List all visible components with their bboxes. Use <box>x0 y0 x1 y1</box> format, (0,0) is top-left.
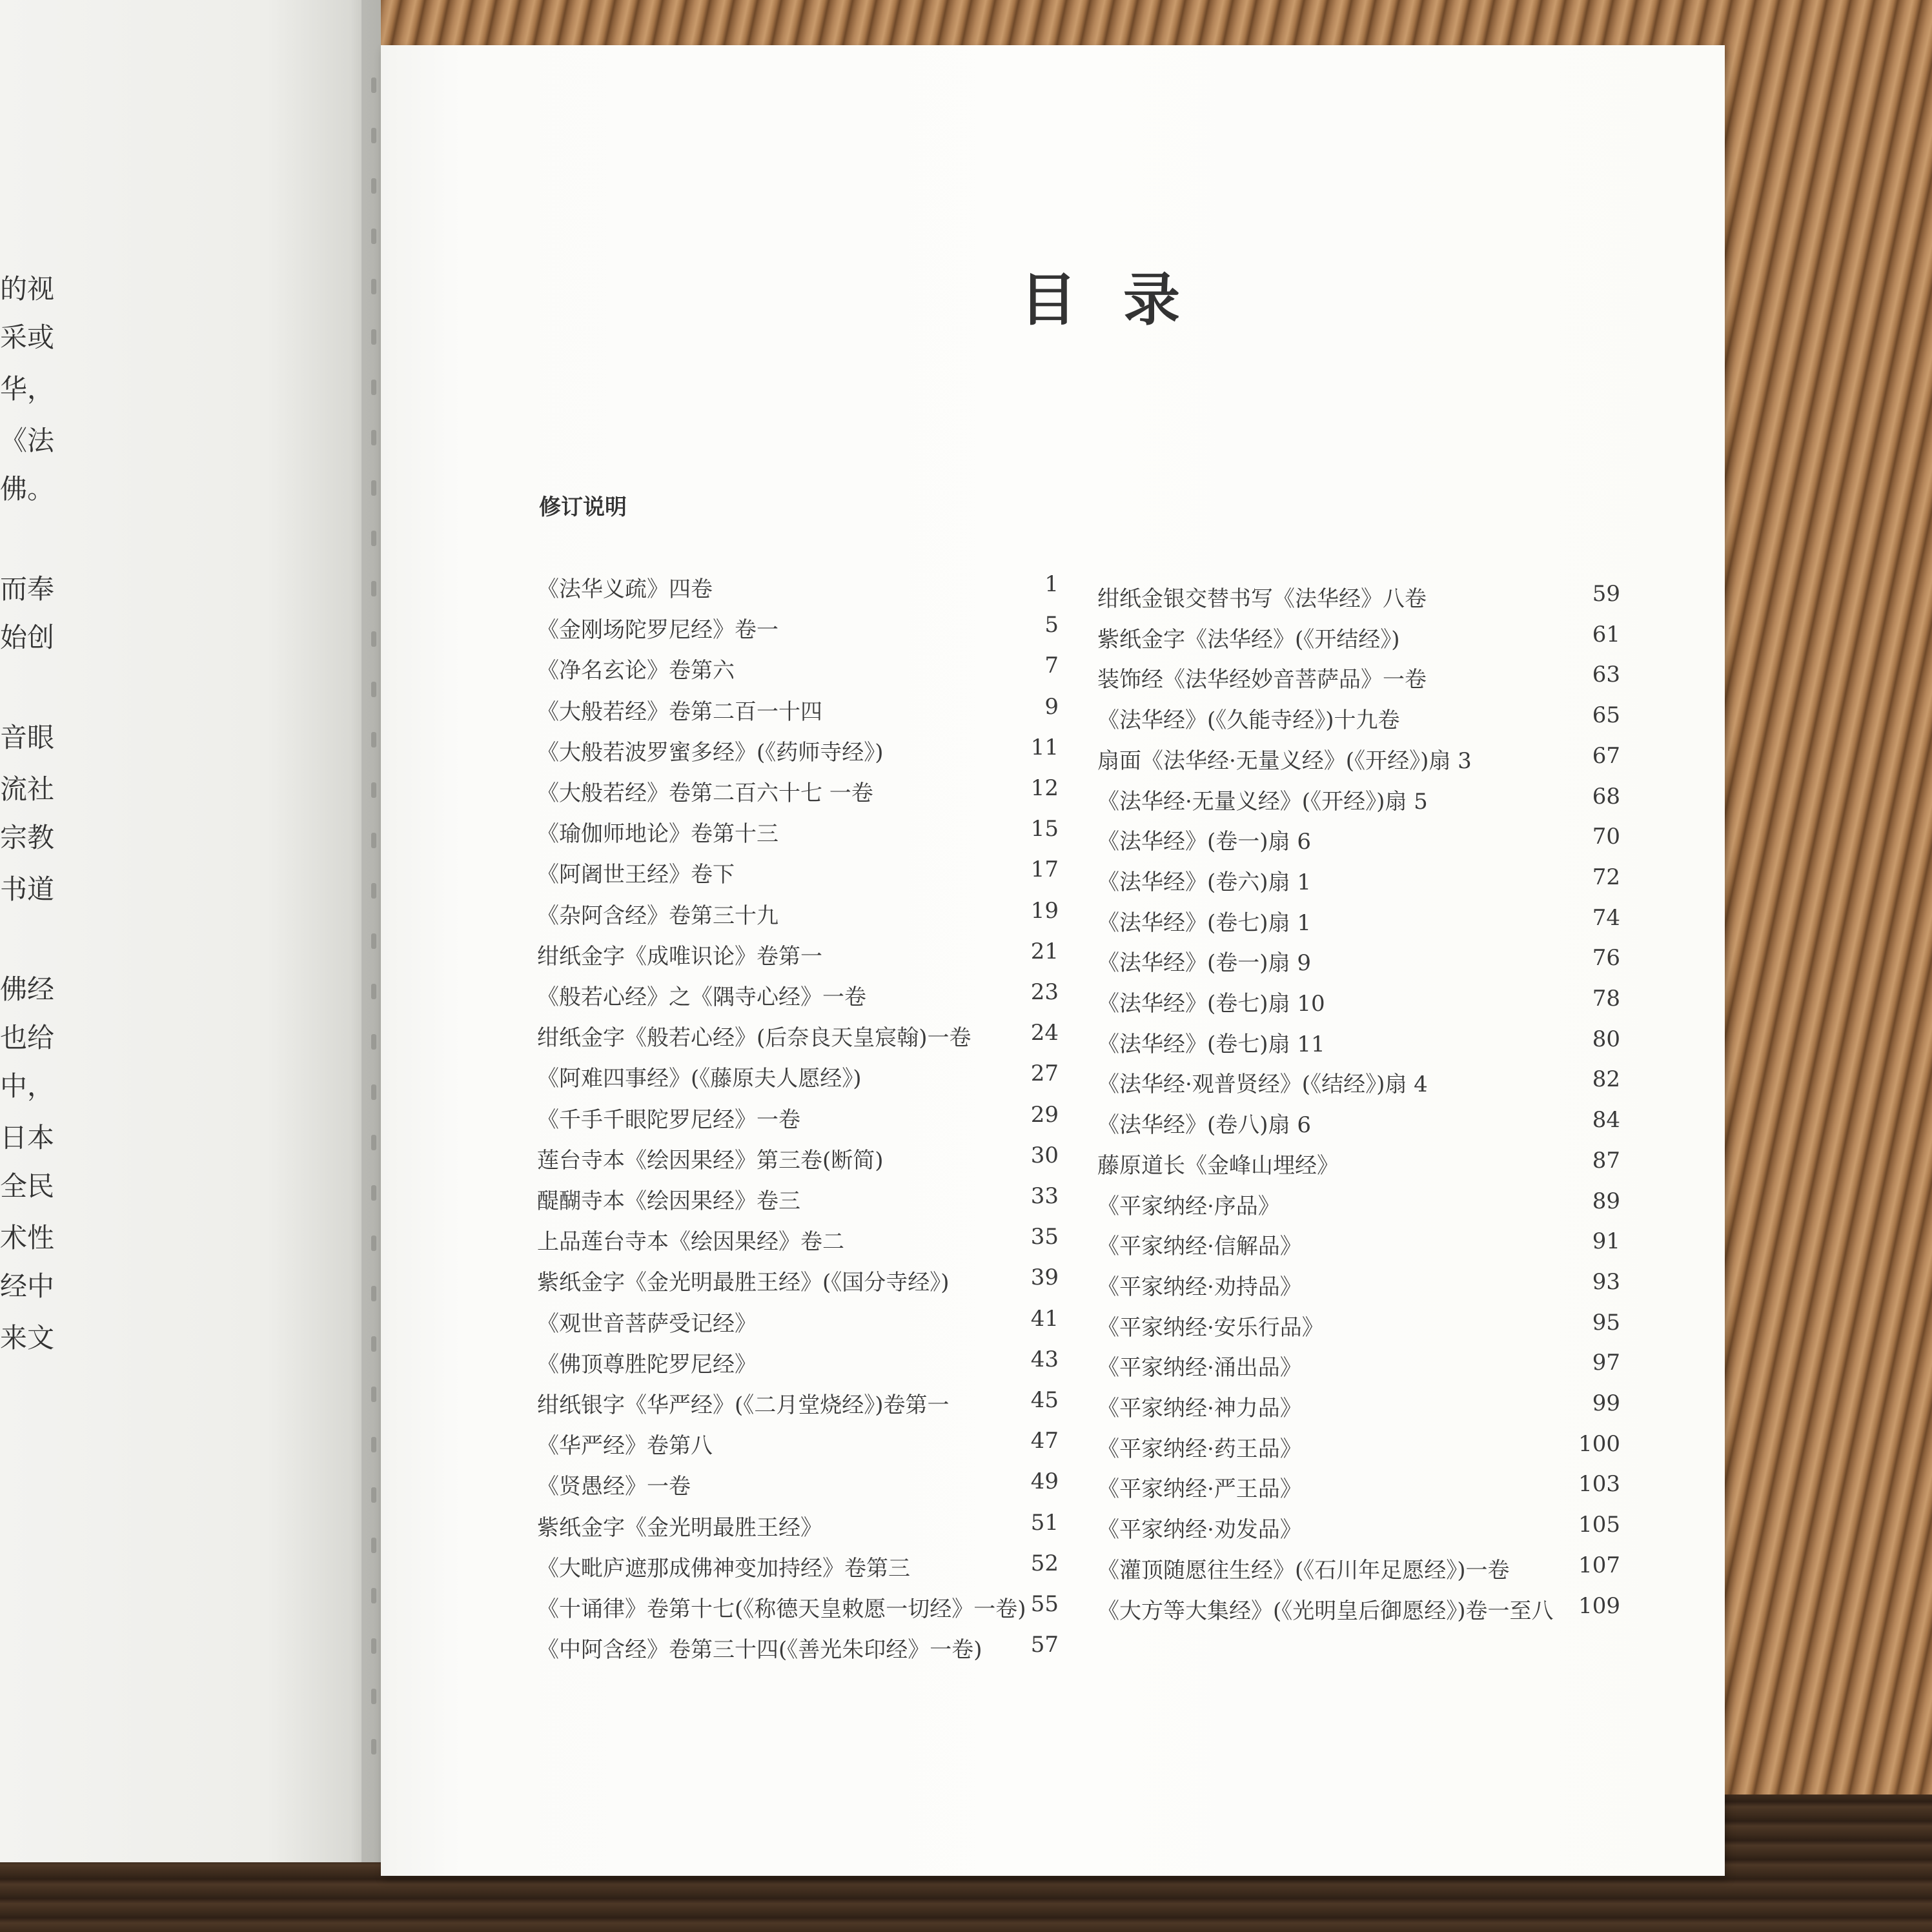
toc-entry-title: 《平家纳经·涌出品》 <box>1097 1355 1302 1381</box>
toc-entry-title: 绀纸金银交替书写《法华经》八卷 <box>1097 586 1427 612</box>
binding-stitch <box>371 1185 376 1201</box>
toc-entry-title: 《法华经》(卷六)扇 1 <box>1097 869 1311 895</box>
left-page-fragment: 经中 <box>0 1270 55 1302</box>
binding-stitch <box>371 430 376 445</box>
toc-entry-page-number: 55 <box>1030 1591 1059 1617</box>
toc-entry-page-number: 11 <box>1030 734 1059 760</box>
toc-entry-title: 《中阿含经》卷第三十四(《善光朱印经》一卷) <box>537 1637 982 1663</box>
binding-stitch <box>371 1487 376 1503</box>
left-page-fragment: 采或 <box>0 321 55 353</box>
toc-entry-title: 《平家纳经·安乐行品》 <box>1097 1314 1324 1341</box>
toc-entry-page-number: 84 <box>1592 1107 1620 1134</box>
toc-entry-title: 上品莲台寺本《绘因果经》卷二 <box>537 1229 844 1256</box>
left-page-fragment: 音眼 <box>0 722 55 753</box>
binding-stitch <box>371 380 376 395</box>
toc-entry-title: 藤原道长《金峰山埋经》 <box>1097 1152 1339 1179</box>
toc-entry-page-number: 107 <box>1578 1552 1620 1578</box>
left-page-fragment: 佛经 <box>0 973 55 1005</box>
binding-stitch <box>371 1739 376 1754</box>
toc-entry-title: 装饰经《法华经妙音菩萨品》一卷 <box>1097 667 1427 693</box>
binding-stitch <box>371 1437 376 1452</box>
toc-entry-page-number: 95 <box>1592 1309 1620 1336</box>
page-title: 目录 <box>1020 266 1227 333</box>
binding-stitch <box>371 1336 376 1352</box>
toc-entry-title: 《大般若波罗蜜多经》(《药师寺经》) <box>537 739 884 766</box>
toc-entry-title: 《法华经》(《久能寺经》)十九卷 <box>1097 707 1400 734</box>
toc-entry-title: 《法华经·观普贤经》(《结经》)扇 4 <box>1097 1072 1428 1098</box>
binding-stitch <box>371 279 376 294</box>
toc-entry-title: 《平家纳经·信解品》 <box>1097 1234 1302 1260</box>
left-page-fragment: 全民 <box>0 1170 55 1202</box>
left-page-fragment: 流社 <box>0 773 55 805</box>
toc-entry-title: 紫纸金字《法华经》(《开结经》) <box>1097 626 1400 653</box>
toc-entry-title: 《法华经》(卷七)扇 1 <box>1097 910 1311 936</box>
toc-entry-title: 《法华经》(卷七)扇 10 <box>1097 991 1325 1017</box>
binding-stitch <box>371 1538 376 1553</box>
binding-stitch <box>371 1588 376 1603</box>
toc-entry-page-number: 39 <box>1030 1265 1059 1291</box>
binding-stitch <box>371 531 376 546</box>
toc-entry-page-number: 61 <box>1592 621 1620 647</box>
binding-stitch <box>371 1387 376 1402</box>
binding-stitch <box>371 128 376 143</box>
left-page-fragment: 华， <box>0 373 55 405</box>
toc-entry-page-number: 57 <box>1030 1632 1059 1658</box>
toc-entry-page-number: 21 <box>1030 938 1059 964</box>
binding-stitch <box>371 480 376 496</box>
toc-entry-page-number: 67 <box>1592 742 1620 769</box>
toc-entry-title: 醍醐寺本《绘因果经》卷三 <box>537 1188 800 1214</box>
binding-stitch <box>371 329 376 345</box>
binding-stitch <box>371 1638 376 1654</box>
toc-entry-title: 《平家纳经·序品》 <box>1097 1193 1280 1219</box>
left-page-fragment: 《法 <box>0 425 55 456</box>
toc-entry-title: 《瑜伽师地论》卷第十三 <box>537 821 778 848</box>
binding-stitch <box>371 1286 376 1301</box>
toc-entry-page-number: 23 <box>1030 979 1059 1005</box>
toc-entry-title: 《观世音菩萨受记经》 <box>537 1310 757 1337</box>
binding-stitch <box>371 1235 376 1251</box>
toc-entry-title: 《平家纳经·神力品》 <box>1097 1396 1302 1421</box>
toc-entry-title: 扇面《法华经·无量义经》(《开经》)扇 3 <box>1097 747 1472 774</box>
toc-entry-page-number: 87 <box>1592 1147 1620 1174</box>
toc-entry-page-number: 43 <box>1030 1346 1059 1372</box>
toc-entry-page-number: 35 <box>1030 1224 1059 1250</box>
toc-entry-page-number: 45 <box>1030 1387 1059 1413</box>
toc-entry-title: 《法华经》(卷一)扇 9 <box>1097 950 1311 977</box>
toc-entry-title: 《杂阿含经》卷第三十九 <box>537 902 778 929</box>
toc-entry-page-number: 19 <box>1030 897 1059 924</box>
toc-entry-title: 《法华经》(卷八)扇 6 <box>1097 1112 1311 1139</box>
toc-entry-title: 《法华经·无量义经》(《开经》)扇 5 <box>1097 788 1428 815</box>
toc-entry-title: 《法华经》(卷一)扇 6 <box>1097 829 1311 855</box>
toc-entry-page-number: 93 <box>1592 1268 1620 1295</box>
toc-entry-page-number: 9 <box>1044 693 1059 720</box>
toc-entry-title: 《十诵律》卷第十七(《称德天皇敕愿一切经》一卷) <box>537 1596 1026 1622</box>
binding-stitch <box>371 1689 376 1704</box>
left-page-fragment: 书道 <box>0 873 55 905</box>
toc-entry-title: 绀纸金字《般若心经》(后奈良天皇宸翰)一卷 <box>537 1025 971 1052</box>
toc-entry-page-number: 17 <box>1030 857 1059 883</box>
binding-stitch <box>371 581 376 596</box>
left-page-fragment: 术性 <box>0 1222 55 1254</box>
toc-entry-title: 《千手千眼陀罗尼经》一卷 <box>537 1106 800 1133</box>
binding-stitch <box>371 682 376 697</box>
toc-entry-title: 《华严经》卷第八 <box>537 1433 713 1459</box>
toc-entry-title: 莲台寺本《绘因果经》第三卷(断简) <box>537 1147 884 1174</box>
binding-stitch <box>371 782 376 798</box>
toc-entry-title: 《大方等大集经》(《光明皇后御愿经》)卷一至八 <box>1097 1598 1554 1624</box>
toc-entry-page-number: 59 <box>1592 581 1620 607</box>
toc-entry-page-number: 89 <box>1592 1188 1620 1214</box>
toc-entry-page-number: 109 <box>1578 1592 1620 1619</box>
toc-entry-page-number: 41 <box>1030 1305 1059 1332</box>
toc-entry-page-number: 70 <box>1592 824 1620 850</box>
section-heading: 修订说明 <box>539 494 627 520</box>
toc-entry-title: 《平家纳经·劝持品》 <box>1097 1274 1302 1300</box>
binding-stitch <box>371 1034 376 1050</box>
binding-stitch <box>371 833 376 848</box>
toc-entry-page-number: 103 <box>1578 1471 1620 1498</box>
left-page-fragment: 日本 <box>0 1122 55 1154</box>
toc-entry-title: 绀纸银字《华严经》(《二月堂烧经》)卷第一 <box>537 1392 950 1418</box>
binding-stitch <box>371 631 376 647</box>
toc-entry-page-number: 99 <box>1592 1390 1620 1416</box>
toc-entry-page-number: 52 <box>1030 1550 1059 1576</box>
toc-entry-title: 《般若心经》之《隅寺心经》一卷 <box>537 984 866 1010</box>
toc-entry-page-number: 47 <box>1030 1428 1059 1454</box>
toc-entry-page-number: 97 <box>1592 1350 1620 1376</box>
toc-entry-page-number: 80 <box>1592 1026 1620 1052</box>
binding-stitch <box>371 1084 376 1100</box>
toc-entry-page-number: 33 <box>1030 1183 1059 1209</box>
toc-entry-page-number: 65 <box>1592 702 1620 729</box>
toc-entry-title: 《法华经》(卷七)扇 11 <box>1097 1031 1325 1057</box>
toc-entry-title: 《大般若经》卷第二百一十四 <box>537 698 822 725</box>
left-page-fragment: 中， <box>0 1070 55 1102</box>
toc-entry-page-number: 5 <box>1044 612 1059 638</box>
toc-entry-page-number: 78 <box>1592 986 1620 1012</box>
binding-stitch <box>371 178 376 194</box>
toc-entry-title: 《平家纳经·劝发品》 <box>1097 1517 1302 1543</box>
left-page-fragment: 的视 <box>0 273 55 305</box>
toc-entry-title: 《金刚场陀罗尼经》卷一 <box>537 617 778 644</box>
toc-entry-page-number: 68 <box>1592 783 1620 809</box>
toc-entry-title: 《法华义疏》四卷 <box>537 576 713 602</box>
left-page-fragment: 宗教 <box>0 822 55 853</box>
toc-entry-title: 《平家纳经·严王品》 <box>1097 1476 1302 1503</box>
toc-entry-page-number: 49 <box>1030 1469 1059 1495</box>
toc-entry-page-number: 29 <box>1030 1101 1059 1128</box>
toc-entry-page-number: 72 <box>1592 864 1620 890</box>
left-page-fragment: 而奉 <box>0 573 55 605</box>
toc-entry-page-number: 100 <box>1578 1430 1620 1457</box>
toc-entry-page-number: 7 <box>1044 653 1059 679</box>
toc-entry-title: 《净名玄论》卷第六 <box>537 658 735 684</box>
binding-stitch <box>371 77 376 93</box>
toc-entry-title: 《大般若经》卷第二百六十七 一卷 <box>537 780 873 806</box>
toc-entry-page-number: 30 <box>1030 1142 1059 1168</box>
toc-entry-page-number: 24 <box>1030 1020 1059 1046</box>
toc-entry-page-number: 74 <box>1592 904 1620 931</box>
toc-entry-title: 《大毗庐遮那成佛神变加持经》卷第三 <box>537 1555 910 1581</box>
left-page-fragment: 也给 <box>0 1022 55 1053</box>
binding-stitch <box>371 1135 376 1150</box>
toc-entry-page-number: 27 <box>1030 1061 1059 1087</box>
left-page-fragment: 佛。 <box>0 473 55 505</box>
toc-entry-page-number: 91 <box>1592 1228 1620 1255</box>
toc-entry-title: 《佛顶尊胜陀罗尼经》 <box>537 1351 757 1378</box>
toc-entry-title: 《阿阇世王经》卷下 <box>537 862 735 888</box>
binding-stitch <box>371 883 376 899</box>
binding-stitch <box>371 229 376 244</box>
toc-entry-page-number: 1 <box>1044 571 1059 597</box>
left-page-fragment: 始创 <box>0 622 55 653</box>
toc-entry-page-number: 76 <box>1592 945 1620 971</box>
binding-stitch <box>371 732 376 747</box>
toc-entry-title: 紫纸金字《金光明最胜王经》 <box>537 1514 822 1541</box>
binding-stitch <box>371 984 376 999</box>
toc-entry-title: 紫纸金字《金光明最胜王经》(《国分寺经》) <box>537 1270 950 1296</box>
toc-entry-title: 《贤愚经》一卷 <box>537 1474 691 1500</box>
left-book-page <box>0 0 381 1862</box>
toc-entry-page-number: 15 <box>1030 816 1059 842</box>
toc-entry-page-number: 63 <box>1592 662 1620 688</box>
toc-entry-title: 《平家纳经·药王品》 <box>1097 1436 1302 1462</box>
toc-entry-page-number: 105 <box>1578 1512 1620 1538</box>
toc-entry-page-number: 51 <box>1030 1509 1059 1536</box>
toc-entry-title: 《灌顶随愿往生经》(《石川年足愿经》)一卷 <box>1097 1557 1510 1583</box>
binding-stitch <box>371 933 376 949</box>
toc-entry-page-number: 82 <box>1592 1066 1620 1093</box>
toc-entry-title: 《阿难四事经》(《藤原夫人愿经》) <box>537 1066 862 1092</box>
toc-entry-page-number: 12 <box>1030 775 1059 801</box>
toc-entry-title: 绀纸金字《成唯识论》卷第一 <box>537 943 822 970</box>
left-page-fragment: 来文 <box>0 1322 55 1354</box>
